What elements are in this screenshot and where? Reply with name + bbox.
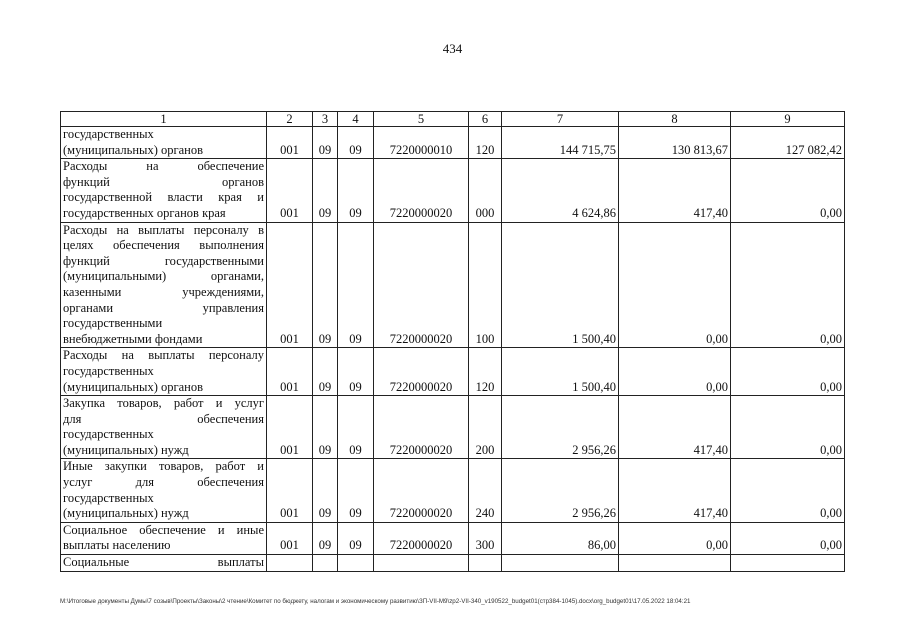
header-cell-9: 9 [731, 112, 845, 127]
description-line: внебюджетными фондами [63, 331, 203, 346]
code-target-article: 7220000020 [374, 348, 469, 396]
description-line: Расходы на выплаты персоналу в [63, 222, 264, 237]
code-subsection: 09 [338, 127, 374, 159]
description-line: (муниципальных) органов [63, 142, 204, 157]
table-row [61, 522, 845, 554]
code-admin: 001 [267, 222, 313, 348]
code-admin: 001 [267, 348, 313, 396]
code-target-article: 7220000020 [374, 222, 469, 348]
amount-col9: 0,00 [731, 396, 845, 459]
description-line: для обеспечения [63, 411, 264, 426]
amount-col8: 130 813,67 [619, 127, 731, 159]
description-line: Закупка товаров, работ и услуг [63, 396, 264, 411]
code-section: 09 [313, 522, 338, 554]
row-description [61, 522, 267, 554]
table-row [61, 159, 845, 222]
amount-col9 [731, 555, 845, 572]
description-line: выплаты населению [63, 538, 171, 553]
table-header-row [61, 112, 845, 127]
description-line: казенными учреждениями, [63, 284, 264, 299]
code-section: 09 [313, 396, 338, 459]
amount-col7: 1 500,40 [502, 348, 619, 396]
table-row [61, 127, 845, 159]
description-line: государственной власти края и [63, 190, 264, 205]
code-subsection [338, 555, 374, 572]
description-line: Расходы на выплаты персоналу [63, 348, 264, 363]
code-admin: 001 [267, 522, 313, 554]
amount-col7: 2 956,26 [502, 459, 619, 522]
row-description [61, 459, 267, 522]
row-description [61, 159, 267, 222]
amount-col8: 0,00 [619, 522, 731, 554]
table-row [61, 222, 845, 348]
code-subsection: 09 [338, 522, 374, 554]
code-target-article: 7220000020 [374, 396, 469, 459]
description-line: целях обеспечения выполнения [63, 238, 264, 253]
amount-col9: 0,00 [731, 222, 845, 348]
table-row [61, 555, 845, 572]
code-target-article: 7220000020 [374, 459, 469, 522]
header-cell-5: 5 [374, 112, 469, 127]
header-cell-7: 7 [502, 112, 619, 127]
code-expense-type: 120 [469, 348, 502, 396]
description-line: функций органов [63, 174, 264, 189]
description-line: государственных [63, 427, 154, 442]
row-description [61, 348, 267, 396]
description-line: Расходы на обеспечение [63, 159, 264, 174]
amount-col7: 2 956,26 [502, 396, 619, 459]
amount-col7 [502, 555, 619, 572]
description-line: Социальное обеспечение и иные [63, 522, 264, 537]
amount-col9: 0,00 [731, 159, 845, 222]
description-line: государственных органов края [63, 205, 226, 220]
amount-col8: 417,40 [619, 159, 731, 222]
description-line: государственными [63, 316, 163, 331]
header-cell-2: 2 [267, 112, 313, 127]
code-section: 09 [313, 159, 338, 222]
header-cell-6: 6 [469, 112, 502, 127]
code-subsection: 09 [338, 159, 374, 222]
amount-col7: 4 624,86 [502, 159, 619, 222]
code-section: 09 [313, 222, 338, 348]
code-section: 09 [313, 348, 338, 396]
amount-col7: 144 715,75 [502, 127, 619, 159]
header-cell-3: 3 [313, 112, 338, 127]
code-subsection: 09 [338, 222, 374, 348]
row-description [61, 555, 267, 572]
table-row [61, 459, 845, 522]
code-subsection: 09 [338, 348, 374, 396]
description-line: функций государственными [63, 253, 264, 268]
code-admin: 001 [267, 459, 313, 522]
description-line: услуг для обеспечения [63, 475, 264, 490]
code-section [313, 555, 338, 572]
code-expense-type: 000 [469, 159, 502, 222]
amount-col8 [619, 555, 731, 572]
amount-col7: 1 500,40 [502, 222, 619, 348]
code-admin: 001 [267, 396, 313, 459]
code-expense-type: 100 [469, 222, 502, 348]
header-cell-8: 8 [619, 112, 731, 127]
code-expense-type [469, 555, 502, 572]
code-expense-type: 120 [469, 127, 502, 159]
header-cell-4: 4 [338, 112, 374, 127]
code-target-article: 7220000020 [374, 159, 469, 222]
code-section: 09 [313, 127, 338, 159]
code-expense-type: 300 [469, 522, 502, 554]
description-line: (муниципальных) нужд [63, 442, 189, 457]
code-admin: 001 [267, 159, 313, 222]
description-line: органами управления [63, 300, 264, 315]
amount-col8: 0,00 [619, 222, 731, 348]
amount-col8: 417,40 [619, 459, 731, 522]
amount-col8: 0,00 [619, 348, 731, 396]
row-description [61, 127, 267, 159]
document-path-footer: M:\Итоговые документы Думы\7 созыв\Проекты\Законы\2 чтение\Комитет по бюджету, налогам и экономическому развитию\ЗП-VII-М9\zp2-VII-340_v190522_budget01(стр384-1045).docx\org_budget01\17.05.2022 18:04:21 [60, 598, 691, 605]
amount-col9: 0,00 [731, 522, 845, 554]
page-number: 434 [442, 41, 463, 56]
code-admin [267, 555, 313, 572]
description-line: (муниципальных) органов [63, 379, 204, 394]
amount-col9: 0,00 [731, 348, 845, 396]
table-row [61, 348, 845, 396]
code-target-article: 7220000020 [374, 522, 469, 554]
description-line: Социальные выплаты [63, 555, 264, 570]
amount-col7: 86,00 [502, 522, 619, 554]
description-line: Иные закупки товаров, работ и [63, 459, 264, 474]
amount-col9: 0,00 [731, 459, 845, 522]
row-description [61, 222, 267, 348]
description-line: (муниципальных) нужд [63, 506, 189, 521]
code-expense-type: 200 [469, 396, 502, 459]
amount-col9: 127 082,42 [731, 127, 845, 159]
table-row [61, 396, 845, 459]
code-subsection: 09 [338, 459, 374, 522]
row-description [61, 396, 267, 459]
code-admin: 001 [267, 127, 313, 159]
budget-table [60, 111, 845, 572]
code-subsection: 09 [338, 396, 374, 459]
code-expense-type: 240 [469, 459, 502, 522]
header-cell-1: 1 [61, 112, 267, 127]
description-line: (муниципальными) органами, [63, 269, 264, 284]
description-line: государственных [63, 127, 154, 141]
description-line: государственных [63, 490, 154, 505]
amount-col8: 417,40 [619, 396, 731, 459]
code-target-article: 7220000010 [374, 127, 469, 159]
code-section: 09 [313, 459, 338, 522]
code-target-article [374, 555, 469, 572]
description-line: государственных [63, 363, 154, 378]
